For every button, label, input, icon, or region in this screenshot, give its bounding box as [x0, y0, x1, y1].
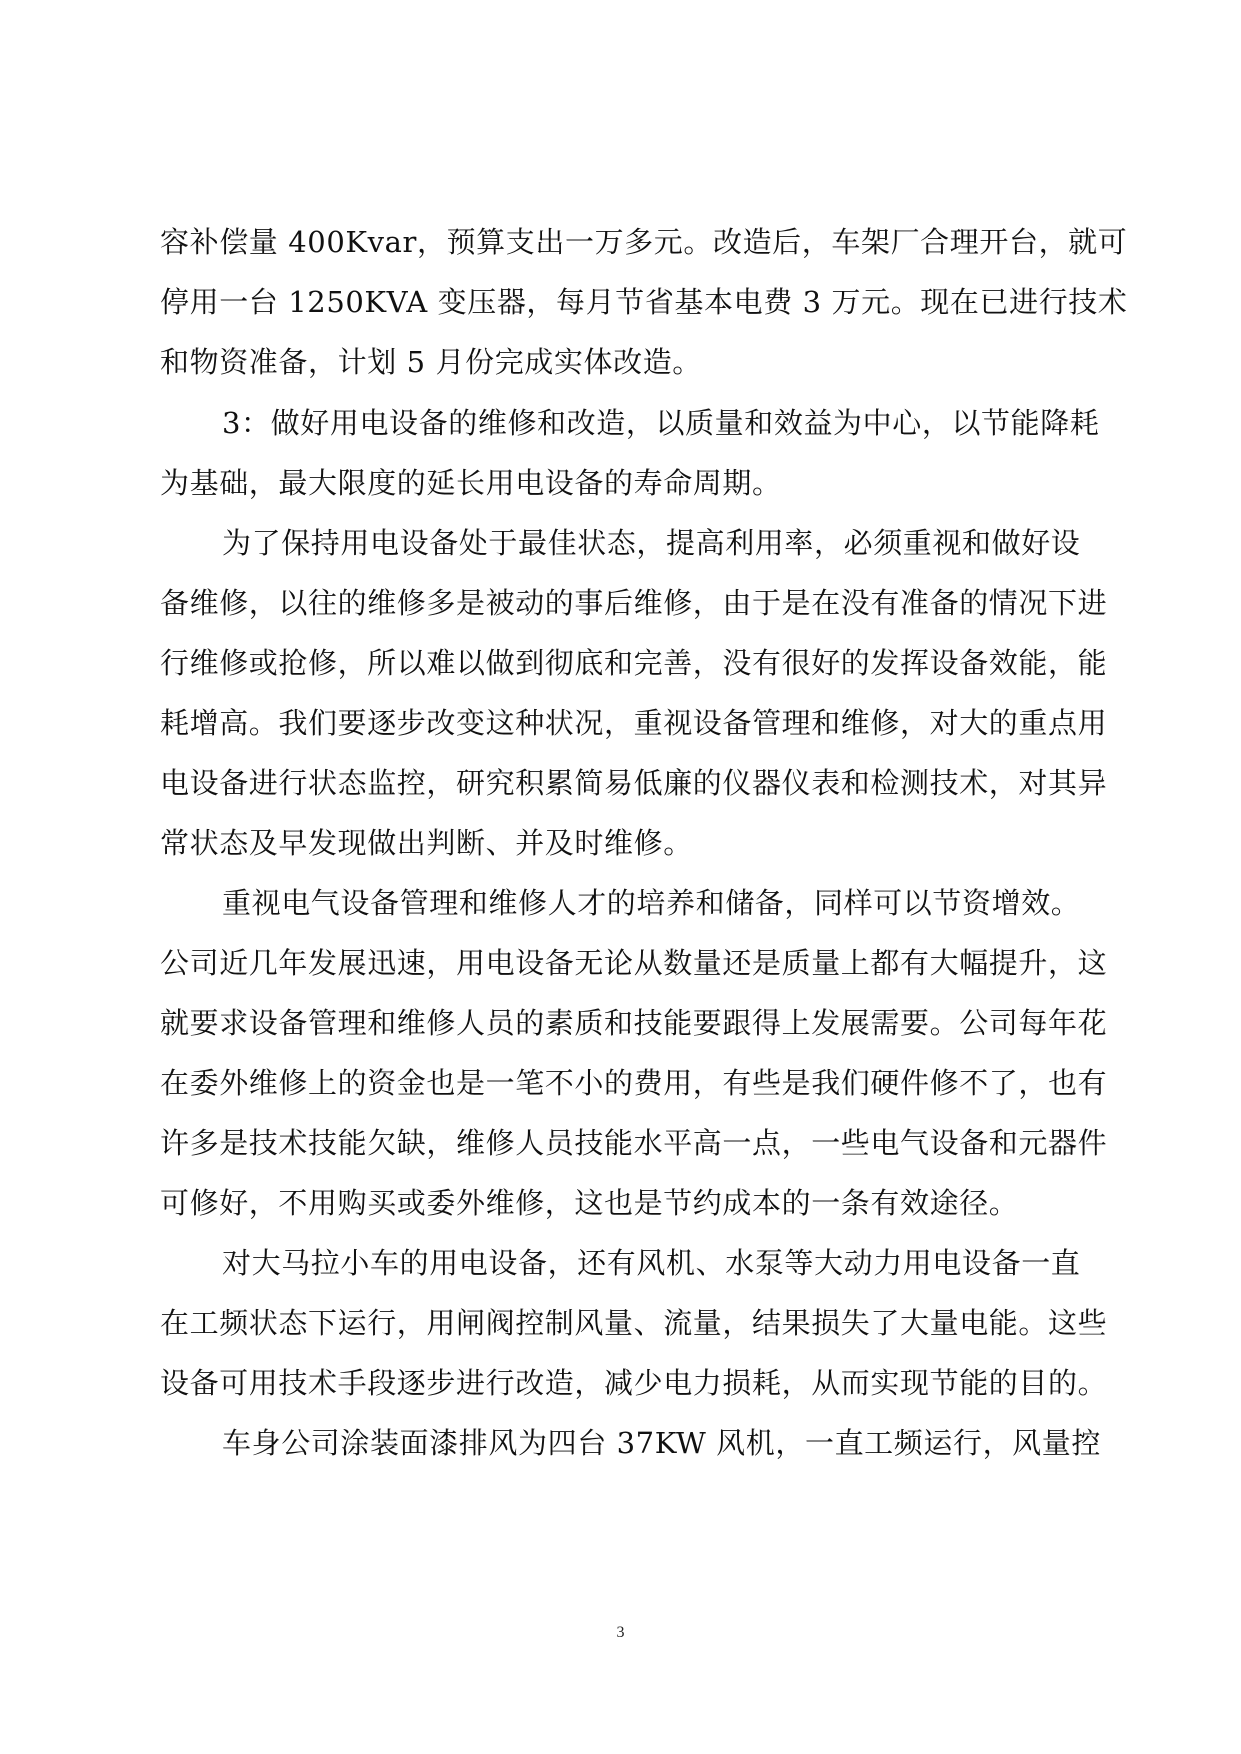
text-line: 行维修或抢修，所以难以做到彻底和完善，没有很好的发挥设备效能，能 [160, 646, 1108, 680]
text-line: 电设备进行状态监控，研究积累简易低廉的仪器仪表和检测技术，对其异 [160, 766, 1108, 800]
text-line: 耗增高。我们要逐步改变这种状况，重视设备管理和维修，对大的重点用 [160, 706, 1108, 740]
text-line: 对大马拉小车的用电设备，还有风机、水泵等大动力用电设备一直 [222, 1246, 1081, 1280]
text-line: 容补偿量 400Kvar，预算支出一万多元。改造后，车架厂合理开台，就可 [160, 225, 1128, 259]
text-line: 许多是技术技能欠缺，维修人员技能水平高一点，一些电气设备和元器件 [160, 1126, 1108, 1160]
text-line: 可修好，不用购买或委外维修，这也是节约成本的一条有效途径。 [160, 1186, 1019, 1220]
text-line: 就要求设备管理和维修人员的素质和技能要跟得上发展需要。公司每年花 [160, 1006, 1108, 1040]
text-line: 车身公司涂装面漆排风为四台 37KW 风机，一直工频运行，风量控 [222, 1426, 1101, 1460]
text-line: 3：做好用电设备的维修和改造，以质量和效益为中心，以节能降耗 [222, 406, 1100, 440]
text-line: 在委外维修上的资金也是一笔不小的费用，有些是我们硬件修不了，也有 [160, 1066, 1108, 1100]
text-line: 公司近几年发展迅速，用电设备无论从数量还是质量上都有大幅提升，这 [160, 946, 1108, 980]
text-line: 停用一台 1250KVA 变压器，每月节省基本电费 3 万元。现在已进行技术 [160, 285, 1128, 319]
text-line: 设备可用技术手段逐步进行改造，减少电力损耗，从而实现节能的目的。 [160, 1366, 1108, 1400]
text-line: 在工频状态下运行，用闸阀控制风量、流量，结果损失了大量电能。这些 [160, 1306, 1108, 1340]
text-line: 和物资准备，计划 5 月份完成实体改造。 [160, 345, 702, 379]
text-line: 备维修，以往的维修多是被动的事后维修，由于是在没有准备的情况下进 [160, 586, 1108, 620]
text-line: 为了保持用电设备处于最佳状态，提高利用率，必须重视和做好设 [222, 526, 1081, 560]
text-line: 重视电气设备管理和维修人才的培养和储备，同样可以节资增效。 [222, 886, 1081, 920]
page-number: 3 [616, 1624, 625, 1641]
text-line: 为基础，最大限度的延长用电设备的寿命周期。 [160, 466, 782, 500]
text-line: 常状态及早发现做出判断、并及时维修。 [160, 826, 693, 860]
